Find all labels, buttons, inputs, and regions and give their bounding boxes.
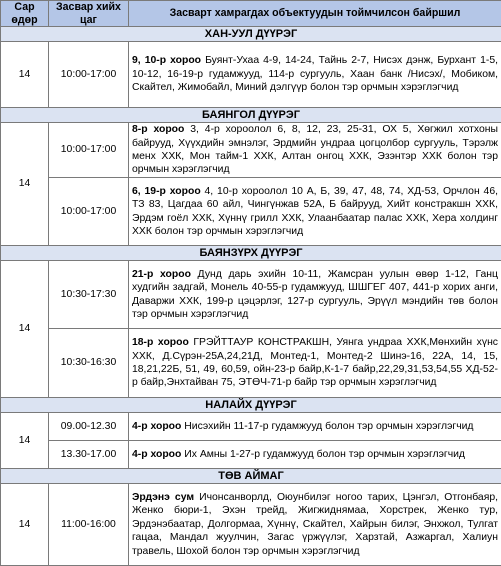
location-text: Нисэхийн 11-17-р гудамжууд болон тэр орчмын хэрэглэгчид bbox=[181, 421, 473, 432]
district-name: БАЯНЗҮРХ ДҮҮРЭГ bbox=[1, 246, 501, 261]
table-row bbox=[1, 261, 501, 329]
location-cell bbox=[129, 329, 501, 398]
district-row-bayanzurkh bbox=[1, 246, 501, 261]
location-text: Ичонсанворлд, Оюунбилэг ногоо тарих, Цэнгэл, Отгонбаяр, Женко бюри-1, Эхэн трейд, Жигжиднямаа, Хорстрек, Женко тур, Эрдэнэбаатар, Долгормаа, Хүннү, Скайтел, Хайрын билэг, Энхжол, Тулгат гацаа, Мандал жуулчин, Загас үржүүлэг, Харзтай, Азжаргал, Халиун травель, Шохой болон тэр орчмын хэрэглэгчид bbox=[132, 492, 498, 557]
district-row-nalaikh bbox=[1, 398, 501, 413]
location-cell bbox=[129, 413, 501, 441]
location-cell bbox=[129, 42, 501, 108]
time-cell: 10:30-17:30 bbox=[49, 261, 129, 329]
header-day: Сар өдөр bbox=[1, 1, 49, 27]
time-cell: 13.30-17.00 bbox=[49, 441, 129, 469]
time-cell: 09.00-12.30 bbox=[49, 413, 129, 441]
location-cell bbox=[129, 261, 501, 329]
khoroo-label: 18-р хороо bbox=[132, 337, 189, 348]
district-row-khan-uul bbox=[1, 27, 501, 42]
district-row-tuv-aimag bbox=[1, 469, 501, 484]
location-cell bbox=[129, 178, 501, 246]
table-row bbox=[1, 123, 501, 178]
header-time: Засвар хийх цаг bbox=[49, 1, 129, 27]
time-cell: 10:00-17:00 bbox=[49, 123, 129, 178]
khoroo-label: 8-р хороо bbox=[132, 124, 184, 135]
table-row bbox=[1, 413, 501, 441]
khoroo-label: 21-р хороо bbox=[132, 269, 191, 280]
day-cell: 14 bbox=[1, 42, 49, 108]
table-header-row bbox=[1, 1, 501, 27]
day-cell: 14 bbox=[1, 261, 49, 398]
location-text: 4, 10-р хороолол 10 А, Б, 39, 47, 48, 74, ХД-53, Орчлон 46, ТЗ 83, Цагдаа 60 айл, Чингүнжав 52А, Б байрууд, Хийт констракшн ХХК, Эрдэм гоёл ХХК, Хүннү грилл ХХК, Улаанбаатар палас ХХК, Хера холдинг ХХК болон тэр орчмын хэрэглэгчид bbox=[132, 186, 498, 237]
time-cell: 10:30-16:30 bbox=[49, 329, 129, 398]
district-name: НАЛАЙХ ДҮҮРЭГ bbox=[1, 398, 501, 413]
table-row bbox=[1, 42, 501, 108]
table-row bbox=[1, 329, 501, 398]
day-cell: 14 bbox=[1, 484, 49, 566]
table-row bbox=[1, 178, 501, 246]
day-cell: 14 bbox=[1, 413, 49, 469]
time-cell: 10:00-17:00 bbox=[49, 42, 129, 108]
location-cell bbox=[129, 441, 501, 469]
location-text: 3, 4-р хороолол 6, 8, 12, 23, 25-31, ОХ 5, Хөгжил хотхоны байрууд, Хүүхдийн эмнэлэг, Эрдмийн ундраа цогцолбор сургууль, Тэрэлж менх ХХК, Мон тайм-1 ХХК, Алтан онгоц ХХК, Эзэнтэр ХХК болон тэр орчмын хэрэглэгчид bbox=[132, 124, 498, 175]
time-cell: 10:00-17:00 bbox=[49, 178, 129, 246]
district-row-bayangol bbox=[1, 108, 501, 123]
day-cell: 14 bbox=[1, 123, 49, 246]
location-text: Дунд дарь эхийн 10-11, Жамсран уулын өвөр 1-12, Ганц худгийн задгай, Монель 40-55-р гудамжууд, ШШГЕГ 407, 441-р хорих анги, Даваржи ХХК, 199-р цэцэрлэг, 127-р сургууль, Эрүүл мэндийн төв болон тэр орчмын хэрэглэгчид bbox=[132, 269, 498, 320]
location-text: Их Амны 1-27-р гудамжууд болон тэр орчмын хэрэглэгчид bbox=[181, 449, 465, 460]
location-text: Буянт-Ухаа 4-9, 14-24, Тайнь 2-7, Нисэх дэнж, Бурхант 1-5, 10-12, 16-19-р гудамжууд, 114-р сургууль, Хаан банк /Нисэх/, Мобиком, Скайтел, Жимобайл, Миний дэлгүүр болон тэр орчмын хэрэглэгчид bbox=[132, 55, 498, 93]
khoroo-label: 4-р хороо bbox=[132, 421, 181, 432]
khoroo-label: 9, 10-р хороо bbox=[132, 55, 201, 66]
district-name: ХАН-УУЛ ДҮҮРЭГ bbox=[1, 27, 501, 42]
location-cell bbox=[129, 123, 501, 178]
location-cell bbox=[129, 484, 501, 566]
time-cell: 11:00-16:00 bbox=[49, 484, 129, 566]
table-row bbox=[1, 441, 501, 469]
district-name: БАЯНГОЛ ДҮҮРЭГ bbox=[1, 108, 501, 123]
khoroo-label: Эрдэнэ сум bbox=[132, 492, 194, 503]
header-location: Засварт хамрагдах объектуудын тоймчилсон байршил bbox=[129, 1, 501, 27]
khoroo-label: 4-р хороо bbox=[132, 449, 181, 460]
district-name: ТӨВ АЙМАГ bbox=[1, 469, 501, 484]
location-text: ГРЭЙТТАУР КОНСТРАКШН, Уянга ундраа ХХК,Мөнхийн хүнс ХХК, Д.Сүрэн-25А,24,21Д, Монтед-1, Монтед-2 Шинэ-16, 22А, 14, 15, 18,21,22Б, 51, 49, 60,59, ойн-23-р байр,К-1-7 байр,22,29,31,53,54,55 ХД-52-р байр,Энхтайван 75, ЭТӨЧ-71-р байр тэр орчмын хэрэглэгчид bbox=[132, 337, 498, 388]
khoroo-label: 6, 19-р хороо bbox=[132, 186, 201, 197]
table-row bbox=[1, 484, 501, 566]
